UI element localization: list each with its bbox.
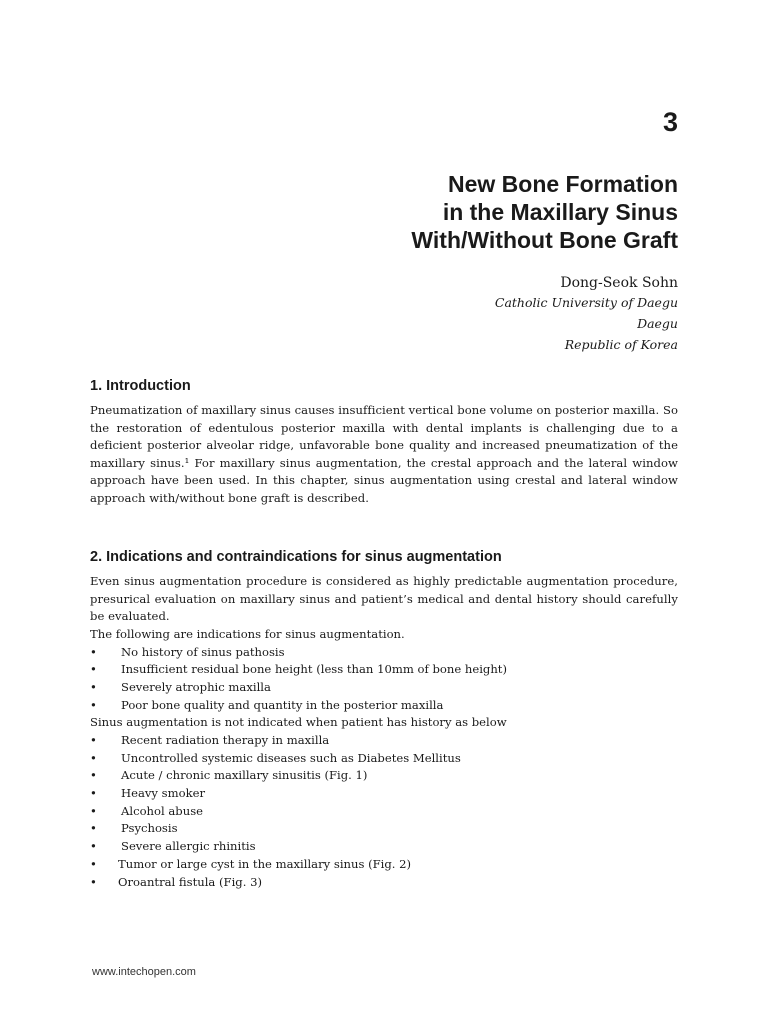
list-item-text: Alcohol abuse [121, 804, 204, 818]
chapter-title [90, 170, 678, 254]
chapter-title-line: With/Without Bone Graft [411, 227, 678, 253]
section-heading-indications: 2. Indications and contraindications for sinus augmentation [90, 549, 502, 565]
bullet-icon: • [90, 804, 97, 818]
author-affiliation [495, 292, 678, 355]
bullet-icon: • [90, 662, 97, 676]
bullet-icon: • [90, 821, 97, 835]
introduction-paragraph: Pneumatization of maxillary sinus causes insufficient vertical bone volume on posterior maxilla. So the restoration of edentulous posterior maxilla with dental implants is challenging due to a deficient posterior alveolar ridge, unfavorable bone quality and increased pneumatization of the maxillary sinus.¹ For maxillary sinus augmentation, the crestal approach and the lateral window approach have been used. In this chapter, sinus augmentation using crestal and lateral window approach with/without bone graft is described. [90, 403, 678, 505]
affiliation-line: Republic of Korea [564, 337, 678, 352]
bullet-icon: • [90, 645, 97, 659]
page [90, 0, 678, 1024]
bullet-icon: • [90, 768, 97, 782]
section-heading-introduction: 1. Introduction [90, 378, 191, 394]
bullet-icon: • [90, 786, 97, 800]
indications-paragraph: Even sinus augmentation procedure is considered as highly predictable augmentation procedure, presurical evaluation on maxillary sinus and patient’s medical and dental history should carefully be evaluated. [90, 574, 678, 624]
chapter-title-line: New Bone Formation [447, 171, 678, 197]
list-item-text: Severe allergic rhinitis [121, 839, 256, 853]
list-item-text: Psychosis [121, 821, 178, 835]
list-item-text: Tumor or large cyst in the maxillary sinus (Fig. 2) [118, 857, 412, 871]
list-item-text: Uncontrolled systemic diseases such as Diabetes Mellitus [121, 751, 461, 765]
footer-url[interactable]: www.intechopen.com [92, 966, 196, 978]
chapter-number: 3 [662, 107, 678, 137]
bullet-icon: • [90, 751, 97, 765]
chapter-title-line: in the Maxillary Sinus [442, 199, 678, 225]
list-item-text: Acute / chronic maxillary sinusitis (Fig. 1) [121, 768, 368, 782]
list-item-text: Oroantral fistula (Fig. 3) [118, 875, 262, 889]
list-item-text: Poor bone quality and quantity in the posterior maxilla [121, 698, 444, 712]
bullet-icon: • [90, 875, 97, 889]
list-item-text: No history of sinus pathosis [121, 645, 285, 659]
list-item-text: Insufficient residual bone height (less than 10mm of bone height) [121, 662, 507, 676]
bullet-icon: • [90, 857, 97, 871]
contraindications-intro: Sinus augmentation is not indicated when patient has history as below [90, 715, 507, 729]
affiliation-line: Catholic University of Daegu [494, 295, 678, 310]
indications-intro: The following are indications for sinus augmentation. [90, 627, 405, 641]
bullet-icon: • [90, 733, 97, 747]
affiliation-line: Daegu [637, 316, 678, 331]
list-item-text: Severely atrophic maxilla [121, 680, 271, 694]
bullet-icon: • [90, 839, 97, 853]
bullet-icon: • [90, 680, 97, 694]
list-item-text: Heavy smoker [121, 786, 206, 800]
author-name: Dong-Seok Sohn [560, 275, 678, 291]
bullet-icon: • [90, 698, 97, 712]
list-item-text: Recent radiation therapy in maxilla [121, 733, 330, 747]
